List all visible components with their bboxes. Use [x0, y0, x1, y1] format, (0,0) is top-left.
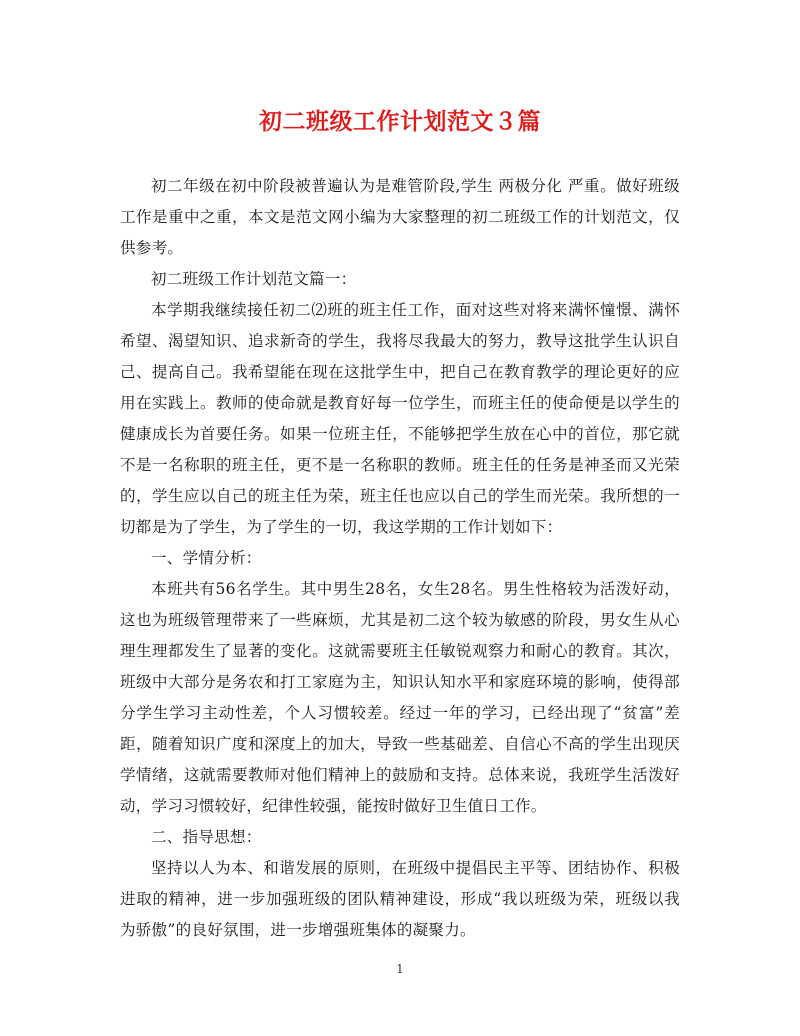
intro-paragraph: 初二年级在初中阶段被普遍认为是难管阶段,学生 两极分化 严重。做好班级工作是重中之重，本文是范文网小编为大家整理的初二班级工作的计划范文，仅供参考。	[120, 177, 680, 257]
section-heading-part-one: 初二班级工作计划范文篇一：	[151, 270, 357, 288]
page-number: 1	[396, 962, 404, 976]
section-heading-student-analysis: 一、学情分析：	[151, 549, 262, 567]
body-paragraph: 本学期我继续接任初二⑵班的班主任工作，面对这些对将来满怀憧憬、满怀希望、渴望知识、追求新奇的学生，我将尽我最大的努力，教导这批学生认识自己、提高自己。我希望能在现在这批学生中，把自己在教育教学的理论更好的应用在实践上。教师的使命就是教育好每一位学生，而班主任的使命便是以学生的健康成长为首要任务。如果一位班主任，不能够把学生放在心中的首位，那它就不是一名称职的班主任，更不是一名称职的教师。班主任的任务是神圣而又光荣的，学生应以自己的班主任为荣，班主任也应以自己的学生而光荣。我所想的一切都是为了学生，为了学生的一切，我这学期的工作计划如下：	[120, 301, 680, 536]
section-heading-guiding-ideology: 二、指导思想：	[151, 828, 262, 846]
body-paragraph: 坚持以人为本、和谐发展的原则，在班级中提倡民主平等、团结协作、积极进取的精神，进一步加强班级的团队精神建设，形成“我以班级为荣，班级以我为骄傲”的良好氛围，进一步增强班集体的凝聚力。	[120, 859, 680, 939]
body-paragraph: 本班共有56名学生。其中男生28名，女生28名。男生性格较为活泼好动，这也为班级管理带来了一些麻烦，尤其是初二这个较为敏感的阶段，男女生从心理生理都发生了显著的变化。这就需要班主任敏锐观察力和耐心的教育。其次，班级中大部分是务农和打工家庭为主，知识认知水平和家庭环境的影响，使得部分学生学习主动性差，个人习惯较差。经过一年的学习，已经出现了“贫富”差距，随着知识广度和深度上的加大，导致一些基础差、自信心不高的学生出现厌学情绪，这就需要教师对他们精神上的鼓励和支持。总体来说，我班学生活泼好动，学习习惯较好，纪律性较强，能按时做好卫生值日工作。	[120, 580, 680, 815]
document-title: 初二班级工作计划范文３篇	[259, 108, 541, 135]
document-body	[120, 171, 680, 946]
